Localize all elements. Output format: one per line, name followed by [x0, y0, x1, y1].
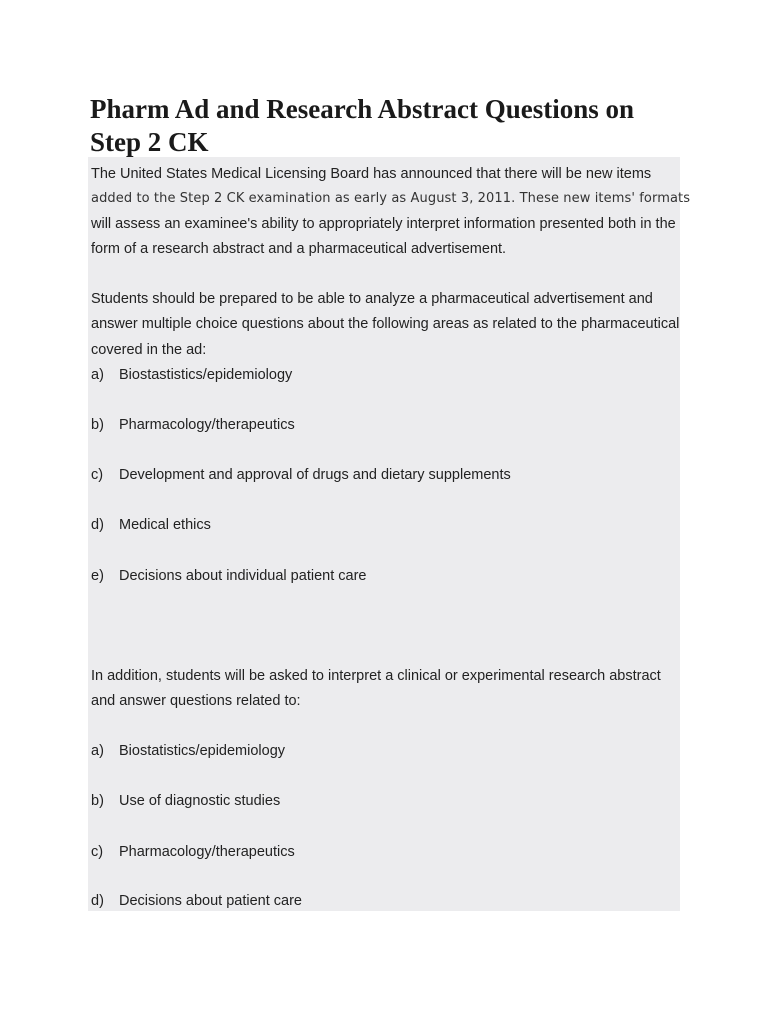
intro-line: added to the Step 2 CK examination as early as August 3, 2011. These new items' formats	[91, 191, 691, 206]
list-marker: a)	[91, 367, 104, 383]
list-marker: a)	[91, 743, 104, 759]
list-item-text: Decisions about individual patient care	[119, 568, 367, 584]
list-marker: d)	[91, 517, 104, 533]
intro-line: The United States Medical Licensing Board has announced that there will be new items	[91, 166, 652, 182]
abstract-list-item	[91, 891, 302, 911]
list-marker: d)	[91, 893, 104, 909]
list-item-text: Development and approval of drugs and dietary supplements	[119, 467, 511, 483]
pharm-list-item	[91, 465, 511, 485]
list-item-text: Pharmacology/therapeutics	[119, 417, 295, 433]
abstract-intro-line: and answer questions related to:	[91, 693, 301, 709]
list-marker: c)	[91, 844, 104, 860]
list-item-text: Pharmacology/therapeutics	[119, 844, 295, 860]
pharm-list-item	[91, 566, 366, 586]
intro-line: form of a research abstract and a pharmaceutical advertisement.	[91, 241, 507, 257]
abstract-list-item	[91, 791, 280, 811]
pharm-intro-line: covered in the ad:	[91, 342, 207, 358]
abstract-intro-line: In addition, students will be asked to interpret a clinical or experimental research abstract	[91, 668, 661, 684]
list-marker: b)	[91, 793, 104, 809]
list-item-text: Biostatistics/epidemiology	[119, 743, 286, 759]
pharm-list-item	[91, 515, 211, 535]
list-item-text: Biostastistics/epidemiology	[119, 367, 293, 383]
list-item-text: Decisions about patient care	[119, 893, 302, 909]
list-marker: b)	[91, 417, 104, 433]
list-marker: e)	[91, 568, 104, 584]
list-marker: c)	[91, 467, 104, 483]
list-item-text: Medical ethics	[119, 517, 211, 533]
intro-line: will assess an examinee's ability to appropriately interpret information presented both in the	[91, 216, 676, 232]
list-item-text: Use of diagnostic studies	[119, 793, 281, 809]
document-title: Pharm Ad and Research Abstract Questions on Step 2 CK	[90, 94, 635, 157]
pharm-intro-line: Students should be prepared to be able to analyze a pharmaceutical advertisement and	[91, 291, 653, 307]
abstract-list-item	[91, 741, 285, 761]
pharm-list-item	[91, 415, 295, 435]
abstract-list-item	[91, 842, 295, 862]
pharm-list-item	[91, 365, 292, 385]
article-body	[88, 157, 691, 911]
pharm-intro-line: answer multiple choice questions about the following areas as related to the pharmaceutical	[91, 316, 680, 332]
